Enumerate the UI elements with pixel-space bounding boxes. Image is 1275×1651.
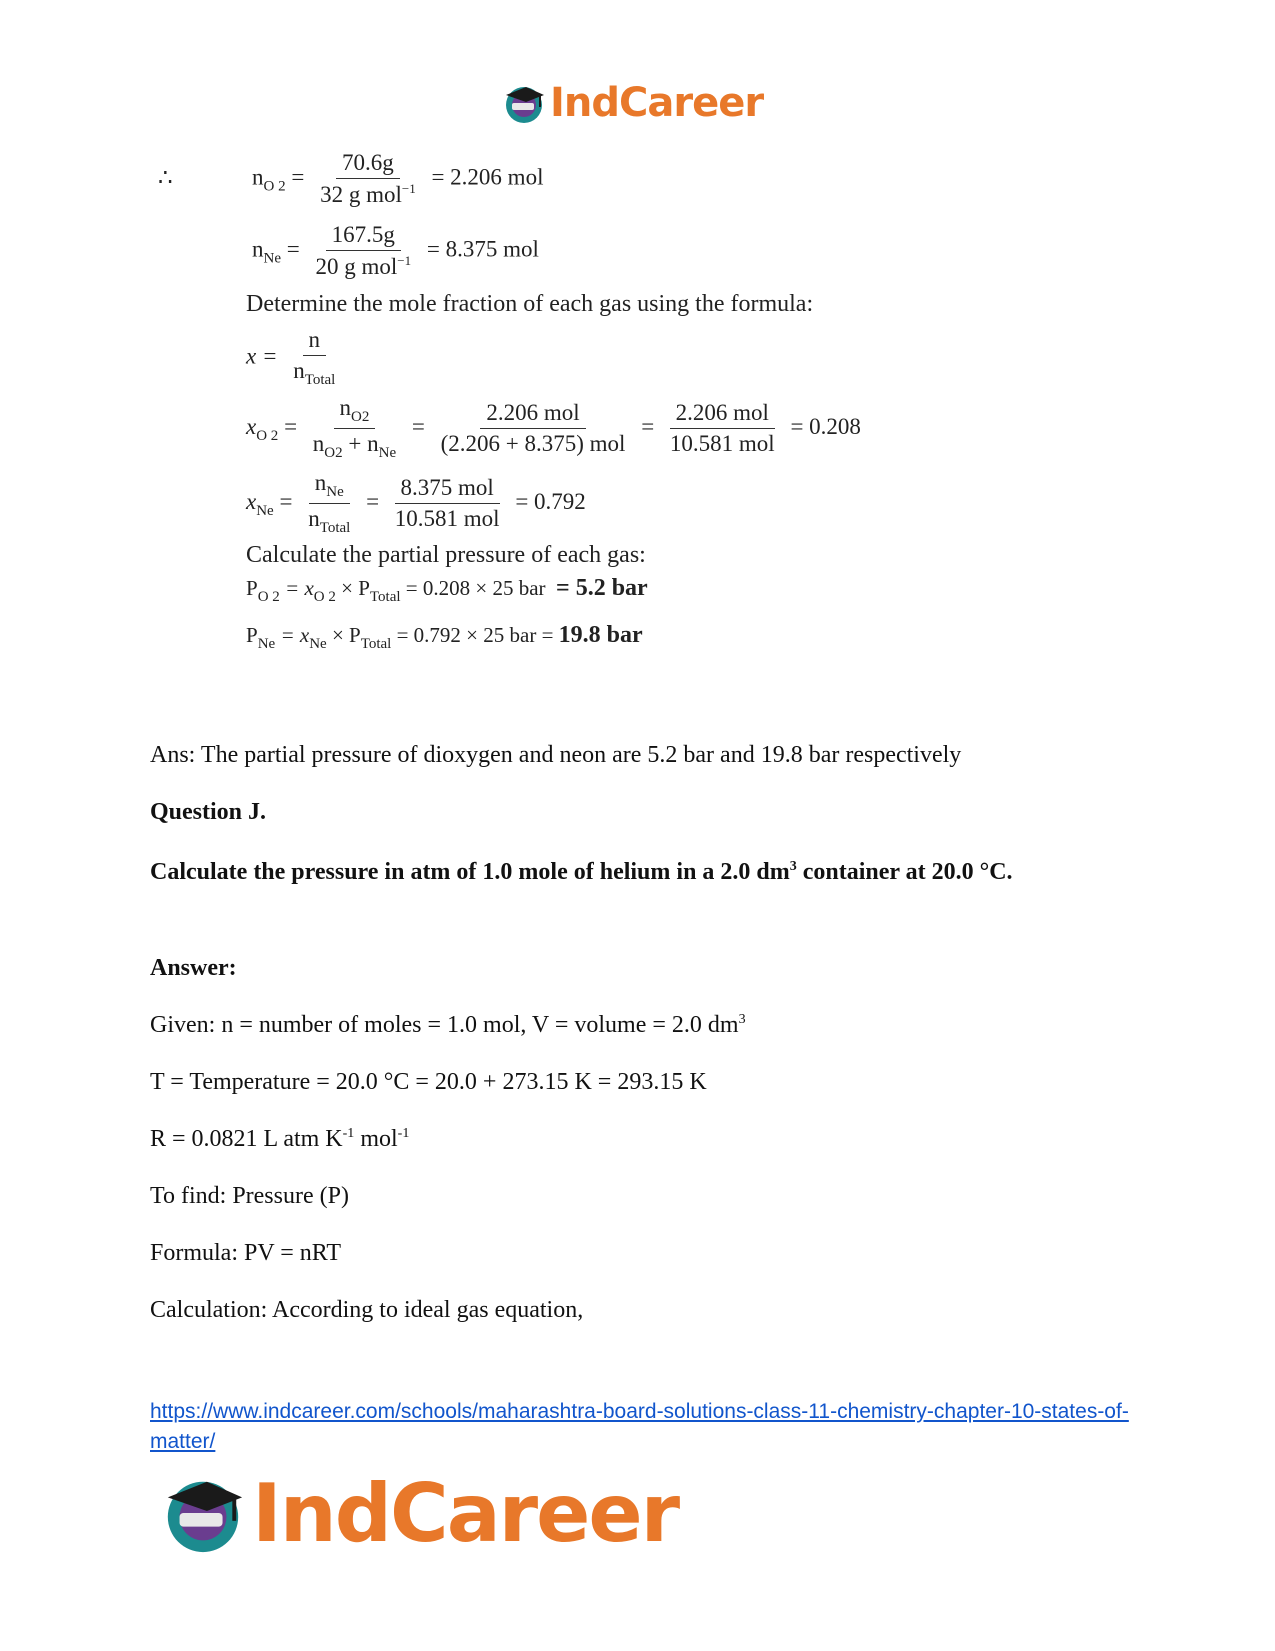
- formula-line: Formula: PV = nRT: [150, 1240, 342, 1266]
- mole-fraction-formula: x = $\frac{n}{n_{Total}}$: [246, 327, 336, 388]
- question-text: Calculate the pressure in atm of 1.0 mole of helium in a 2.0 $dm^3$ container at 20.0 °C.: [150, 859, 1013, 885]
- footer-logo: [160, 1468, 678, 1558]
- equation-x-ne: $x_{Ne}$ = $\frac{n_{Ne}}{n_{Total}}$ = $\frac{\text{8.375 mol}}{\text{10.581 mol}}$ = 0.792: [246, 470, 586, 536]
- question-label: Question J.: [150, 799, 267, 825]
- graduation-cap-icon: [502, 81, 546, 125]
- equation-x-o2: $x_{O 2}$ = $\frac{n_{O2}}{n_{O2} + n_{Ne}}$ = $\frac{\text{2.206 mol}}{\text{(2.206 + 8.375) mol}}$ = $\frac{\text{2.206 mol}}{\text{10.581 mol}}$ = 0.208: [246, 395, 861, 461]
- answer-label: Answer:: [150, 955, 237, 981]
- calculate-text: Calculate the partial pressure of each gas:: [246, 542, 646, 568]
- equation-n-o2: $n_{O 2}$ = $\frac{70.6g}{32 g mol^{-1}}$ = 2.206 mol: [252, 150, 544, 207]
- given-line: Given: n = number of moles = 1.0 mol, V = volume = 2.0 $dm^3$: [150, 1012, 746, 1038]
- source-link[interactable]: https://www.indcareer.com/schools/maharashtra-board-solutions-class-11-chemistry-chapter-10-states-of-matter/: [150, 1400, 1129, 1453]
- calculation-line: Calculation: According to ideal gas equation,: [150, 1297, 584, 1323]
- header-logo: [502, 78, 763, 128]
- answer-statement: Ans: The partial pressure of dioxygen and neon are 5.2 bar and 19.8 bar respectively: [150, 742, 962, 768]
- equation-p-o2: $P_{O 2} = x_{O 2} \times P_{Total} = 0.208 \times 25$ bar = 5.2 bar: [246, 575, 648, 605]
- therefore-symbol: ∴: [158, 165, 173, 190]
- determine-text: Determine the mole fraction of each gas using the formula:: [246, 291, 814, 317]
- graduation-cap-icon: [160, 1470, 246, 1556]
- equation-p-ne: $P_{Ne} = x_{Ne} \times P_{Total} = 0.792 \times 25$ bar = 19.8 bar: [246, 622, 643, 652]
- logo-wordmark: IndCareer: [550, 80, 764, 126]
- equation-n-ne: $n_{Ne}$ = $\frac{167.5g}{20 g mol^{-1}}$ = 8.375 mol: [252, 222, 539, 279]
- logo-wordmark: IndCareer: [252, 1466, 679, 1560]
- temperature-line: T = Temperature = 20.0 °C = 20.0 + 273.15 K = 293.15 K: [150, 1069, 707, 1095]
- to-find-line: To find: Pressure (P): [150, 1183, 349, 1209]
- gas-constant-line: R = 0.0821 L atm $K^{-1}$ mol$^{-1}$: [150, 1126, 410, 1152]
